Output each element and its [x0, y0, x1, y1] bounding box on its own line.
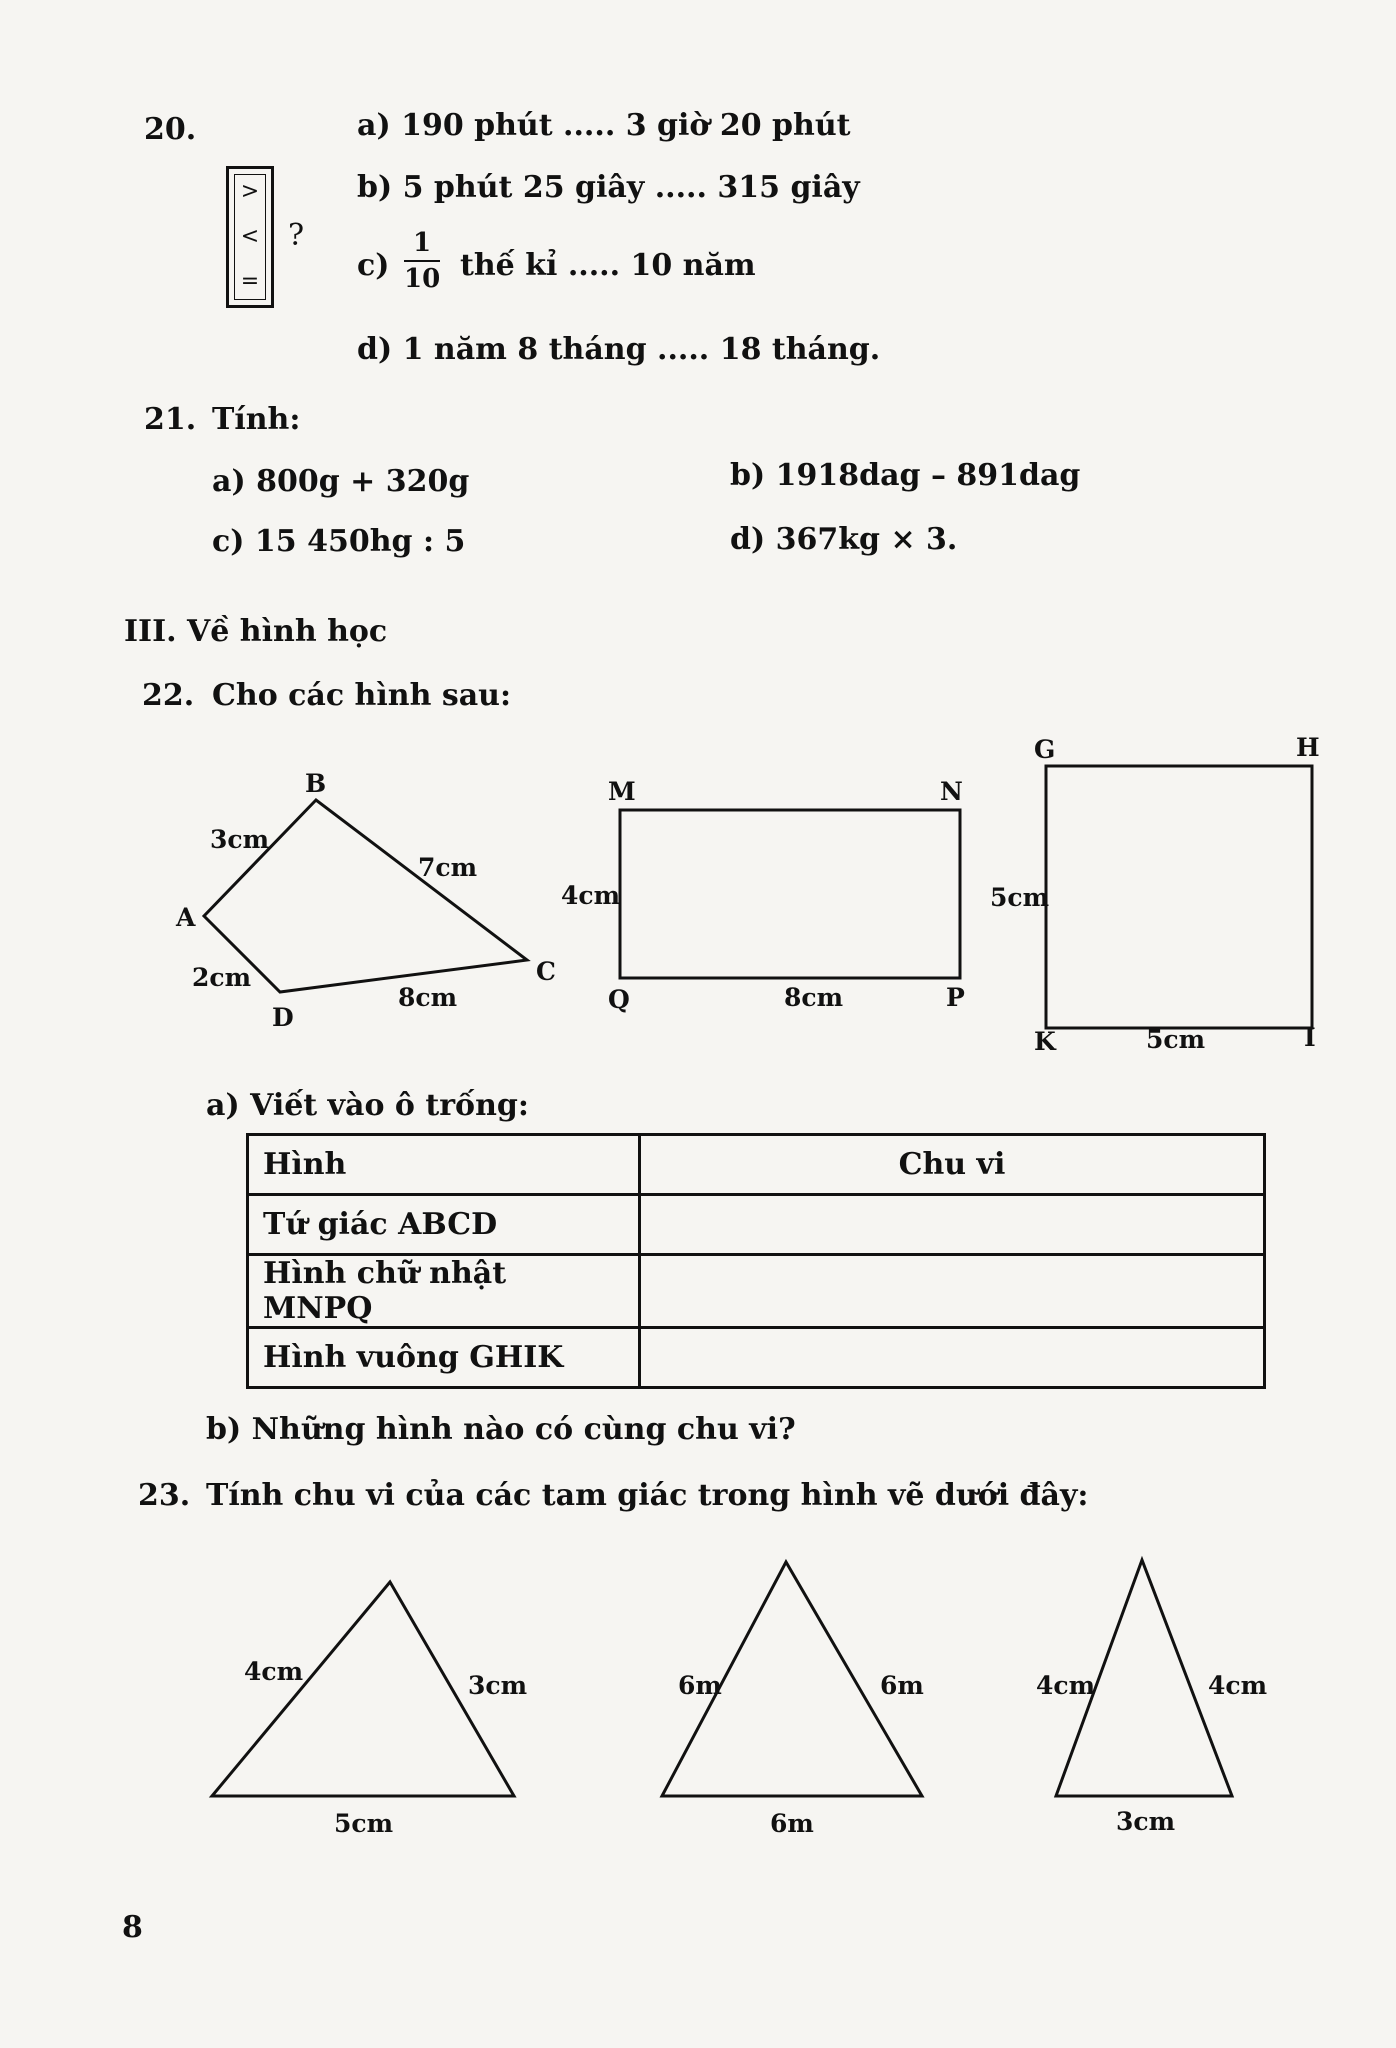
vertex-i-label: I — [1304, 1023, 1316, 1052]
exercise-23-title: Tính chu vi của các tam giác trong hình vẽ dưới đây: — [206, 1478, 1089, 1513]
triangle-3-left-label: 4cm — [1036, 1671, 1096, 1700]
triangle-2-left-label: 6m — [678, 1671, 722, 1700]
square-side-label: 5cm — [990, 883, 1050, 912]
exercise-22-title: Cho các hình sau: — [212, 678, 512, 713]
vertex-b-label: B — [305, 769, 327, 798]
vertex-q-label: Q — [608, 985, 630, 1014]
perimeter-answer-cell[interactable] — [640, 1328, 1265, 1388]
triangle-2-right-label: 6m — [880, 1671, 924, 1700]
perimeter-answer-cell[interactable] — [640, 1255, 1265, 1328]
ex20-item-c-prefix: c) — [357, 248, 390, 283]
ex20-item-d: d) 1 năm 8 tháng ..... 18 tháng. — [357, 332, 881, 367]
triangle-3-right-label: 4cm — [1208, 1671, 1268, 1700]
vertex-m-label: M — [608, 777, 636, 806]
table-cell-shape: Tứ giác ABCD — [248, 1195, 640, 1255]
table-cell-shape: Hình vuông GHIK — [248, 1328, 640, 1388]
ex20-item-c-suffix: thế kỉ ..... 10 năm — [460, 248, 756, 283]
vertex-n-label: N — [940, 777, 963, 806]
rectangle-mnpq — [620, 810, 960, 978]
less-than-symbol: < — [240, 224, 260, 249]
exercise-20-number: 20. — [144, 112, 197, 147]
perimeter-table — [246, 1133, 1266, 1389]
vertex-c-label: C — [536, 957, 556, 986]
triangle-1-base-label: 5cm — [334, 1809, 394, 1838]
square-bottom-label: 5cm — [1146, 1025, 1206, 1054]
exercise-21-number: 21. — [144, 402, 197, 437]
rect-bottom-label: 8cm — [784, 983, 844, 1012]
triangle-3-base-label: 3cm — [1116, 1807, 1176, 1836]
vertex-g-label: G — [1034, 735, 1056, 764]
table-row — [248, 1195, 1265, 1255]
side-dc-label: 8cm — [398, 983, 458, 1012]
page-number: 8 — [122, 1910, 143, 1945]
fraction-numerator: 1 — [412, 228, 432, 258]
exercise-22-number: 22. — [142, 678, 195, 713]
table-row — [248, 1328, 1265, 1388]
side-ab-label: 3cm — [210, 825, 270, 854]
vertex-d-label: D — [272, 1003, 294, 1032]
table-header-shape: Hình — [248, 1135, 640, 1195]
exercise-21-title: Tính: — [212, 402, 301, 437]
triangle-1-left-label: 4cm — [244, 1657, 304, 1686]
question-mark: ? — [288, 218, 305, 253]
rect-side-label: 4cm — [561, 881, 621, 910]
ex20-item-a: a) 190 phút ..... 3 giờ 20 phút — [357, 108, 851, 143]
ex21-item-c: c) 15 450hg : 5 — [212, 524, 466, 559]
ex22-part-b: b) Những hình nào có cùng chu vi? — [206, 1412, 796, 1447]
side-ad-label: 2cm — [192, 963, 252, 992]
table-header-perimeter: Chu vi — [640, 1135, 1265, 1195]
perimeter-answer-cell[interactable] — [640, 1195, 1265, 1255]
ex22-part-a: a) Viết vào ô trống: — [206, 1088, 529, 1123]
vertex-h-label: H — [1296, 733, 1320, 762]
equals-symbol: = — [240, 269, 260, 294]
ex20-item-b: b) 5 phút 25 giây ..... 315 giây — [357, 170, 860, 205]
exercise-23-number: 23. — [138, 1478, 191, 1513]
ex21-item-b: b) 1918dag – 891dag — [730, 458, 1081, 493]
section-3-title: III. Về hình học — [124, 614, 388, 649]
greater-than-symbol: > — [240, 179, 260, 204]
ex21-item-a: a) 800g + 320g — [212, 464, 470, 499]
vertex-a-label: A — [176, 903, 196, 932]
triangle-1-right-label: 3cm — [468, 1671, 528, 1700]
vertex-k-label: K — [1034, 1027, 1056, 1056]
square-ghik — [1046, 766, 1312, 1028]
vertex-p-label: P — [946, 983, 965, 1012]
side-bc-label: 7cm — [418, 853, 478, 882]
table-cell-shape: Hình chữ nhật MNPQ — [248, 1255, 640, 1328]
table-row — [248, 1255, 1265, 1328]
ex21-item-d: d) 367kg × 3. — [730, 522, 958, 557]
triangle-2-base-label: 6m — [770, 1809, 814, 1838]
fraction-denominator: 10 — [404, 264, 441, 294]
table-header-row — [248, 1135, 1265, 1195]
